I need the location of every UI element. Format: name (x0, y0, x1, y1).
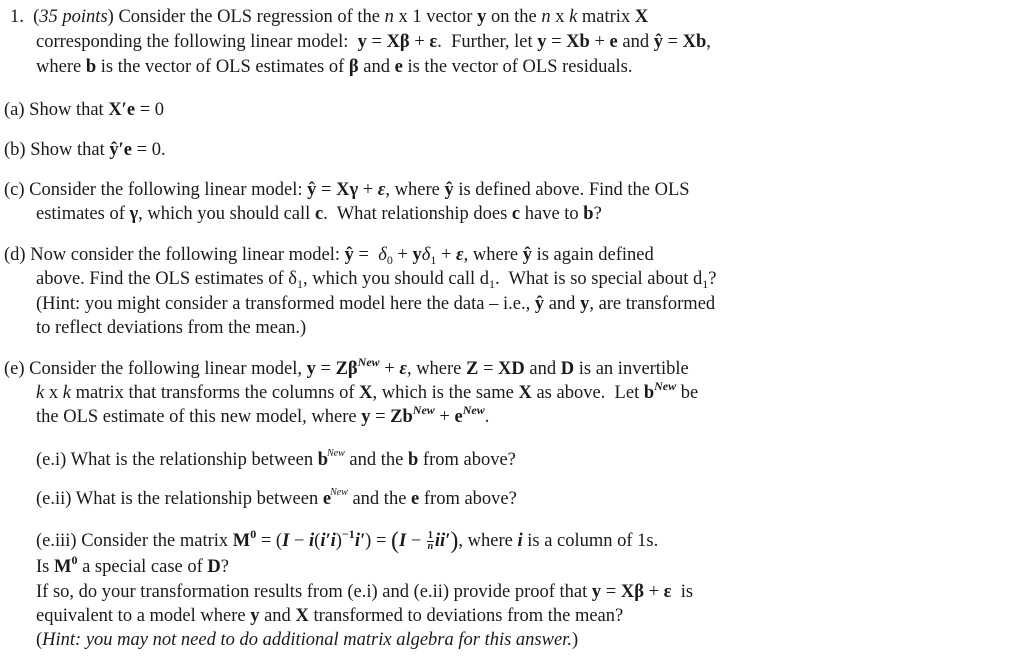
part-e-iii-label: (e.iii) (36, 531, 77, 551)
part-d-line-1: (d) Now consider the following linear model: ŷ = $\delta_0 + y\delta_1 + \varepsilon$, where ŷ is again defined (4, 245, 654, 267)
part-e-line-1: (e) Consider the following linear model, $y = Z\beta^{New} + \varepsilon$, where Z = XD and D is an invertible (4, 355, 689, 379)
one-over-n-fraction: $\frac{1}{n}$ (427, 530, 434, 553)
part-e-line-3: the OLS estimate of this new model, where $y = Zb^{New} + e^{New}$. (36, 403, 490, 427)
part-e-iii-line-1: (e.iii) Consider the matrix $M^0 = (I - i(i'i)^{-1}i') = (I$ − $\frac{1}{n}$ ii′), where i is a column of 1s. (36, 527, 659, 554)
part-e-iii-line-5: (Hint: you may not need to do additional matrix algebra for this answer.) (36, 630, 579, 650)
part-d-line-3: (Hint: you might consider a transformed model here the data – i.e., ŷ and y, are transformed (36, 294, 716, 314)
part-c-label: (c) (4, 180, 25, 200)
question-intro-line-2: corresponding the following linear model: y = Xβ + ε. Further, let y = Xb + e and ŷ = Xb, (36, 32, 711, 52)
part-e-label: (e) (4, 359, 25, 379)
part-d-line-2: above. Find the OLS estimates of $\delta_1$, which you should call $d_1$. What is so special about $d_1$? (36, 269, 717, 291)
part-e-i: (e.i) What is the relationship between $b^{New}$ and the b from above? (36, 448, 516, 470)
part-e-i-label: (e.i) (36, 450, 67, 470)
question-intro-line-3: where b is the vector of OLS estimates of β and e is the vector of OLS residuals. (36, 57, 633, 77)
part-b-label: (b) (4, 140, 26, 160)
part-c-line-2: estimates of γ, which you should call c. What relationship does c have to b? (36, 204, 602, 224)
part-a: (a) Show that X′e = 0 (4, 100, 165, 120)
question-intro-line-1: 1. (35 points) Consider the OLS regression of the n x 1 vector y on the n x k matrix X (10, 7, 649, 27)
question-number: 1. (10, 7, 24, 27)
part-d-line-4: to reflect deviations from the mean.) (36, 318, 307, 338)
part-a-label: (a) (4, 100, 25, 120)
part-e-iii-line-4: equivalent to a model where y and X transformed to deviations from the mean? (36, 606, 624, 626)
question-points: 35 points (39, 7, 108, 27)
part-e-iii-line-3: If so, do your transformation results from (e.i) and (e.ii) provide proof that y = Xβ + ε is (36, 582, 694, 602)
part-d-label: (d) (4, 245, 26, 265)
part-c-line-1: (c) Consider the following linear model: ŷ = Xγ + ε, where ŷ is defined above. Find the OLS (4, 180, 690, 200)
part-e-line-2: k x k matrix that transforms the columns of X, which is the same X as above. Let $b^{New}$ be (36, 379, 699, 403)
part-b: (b) Show that ŷ′e = 0. (4, 140, 166, 160)
part-e-ii: (e.ii) What is the relationship between $e^{New}$ and the e from above? (36, 487, 517, 509)
part-e-iii-line-2: Is $M^0$ a special case of D? (36, 553, 230, 577)
part-e-ii-label: (e.ii) (36, 489, 72, 509)
